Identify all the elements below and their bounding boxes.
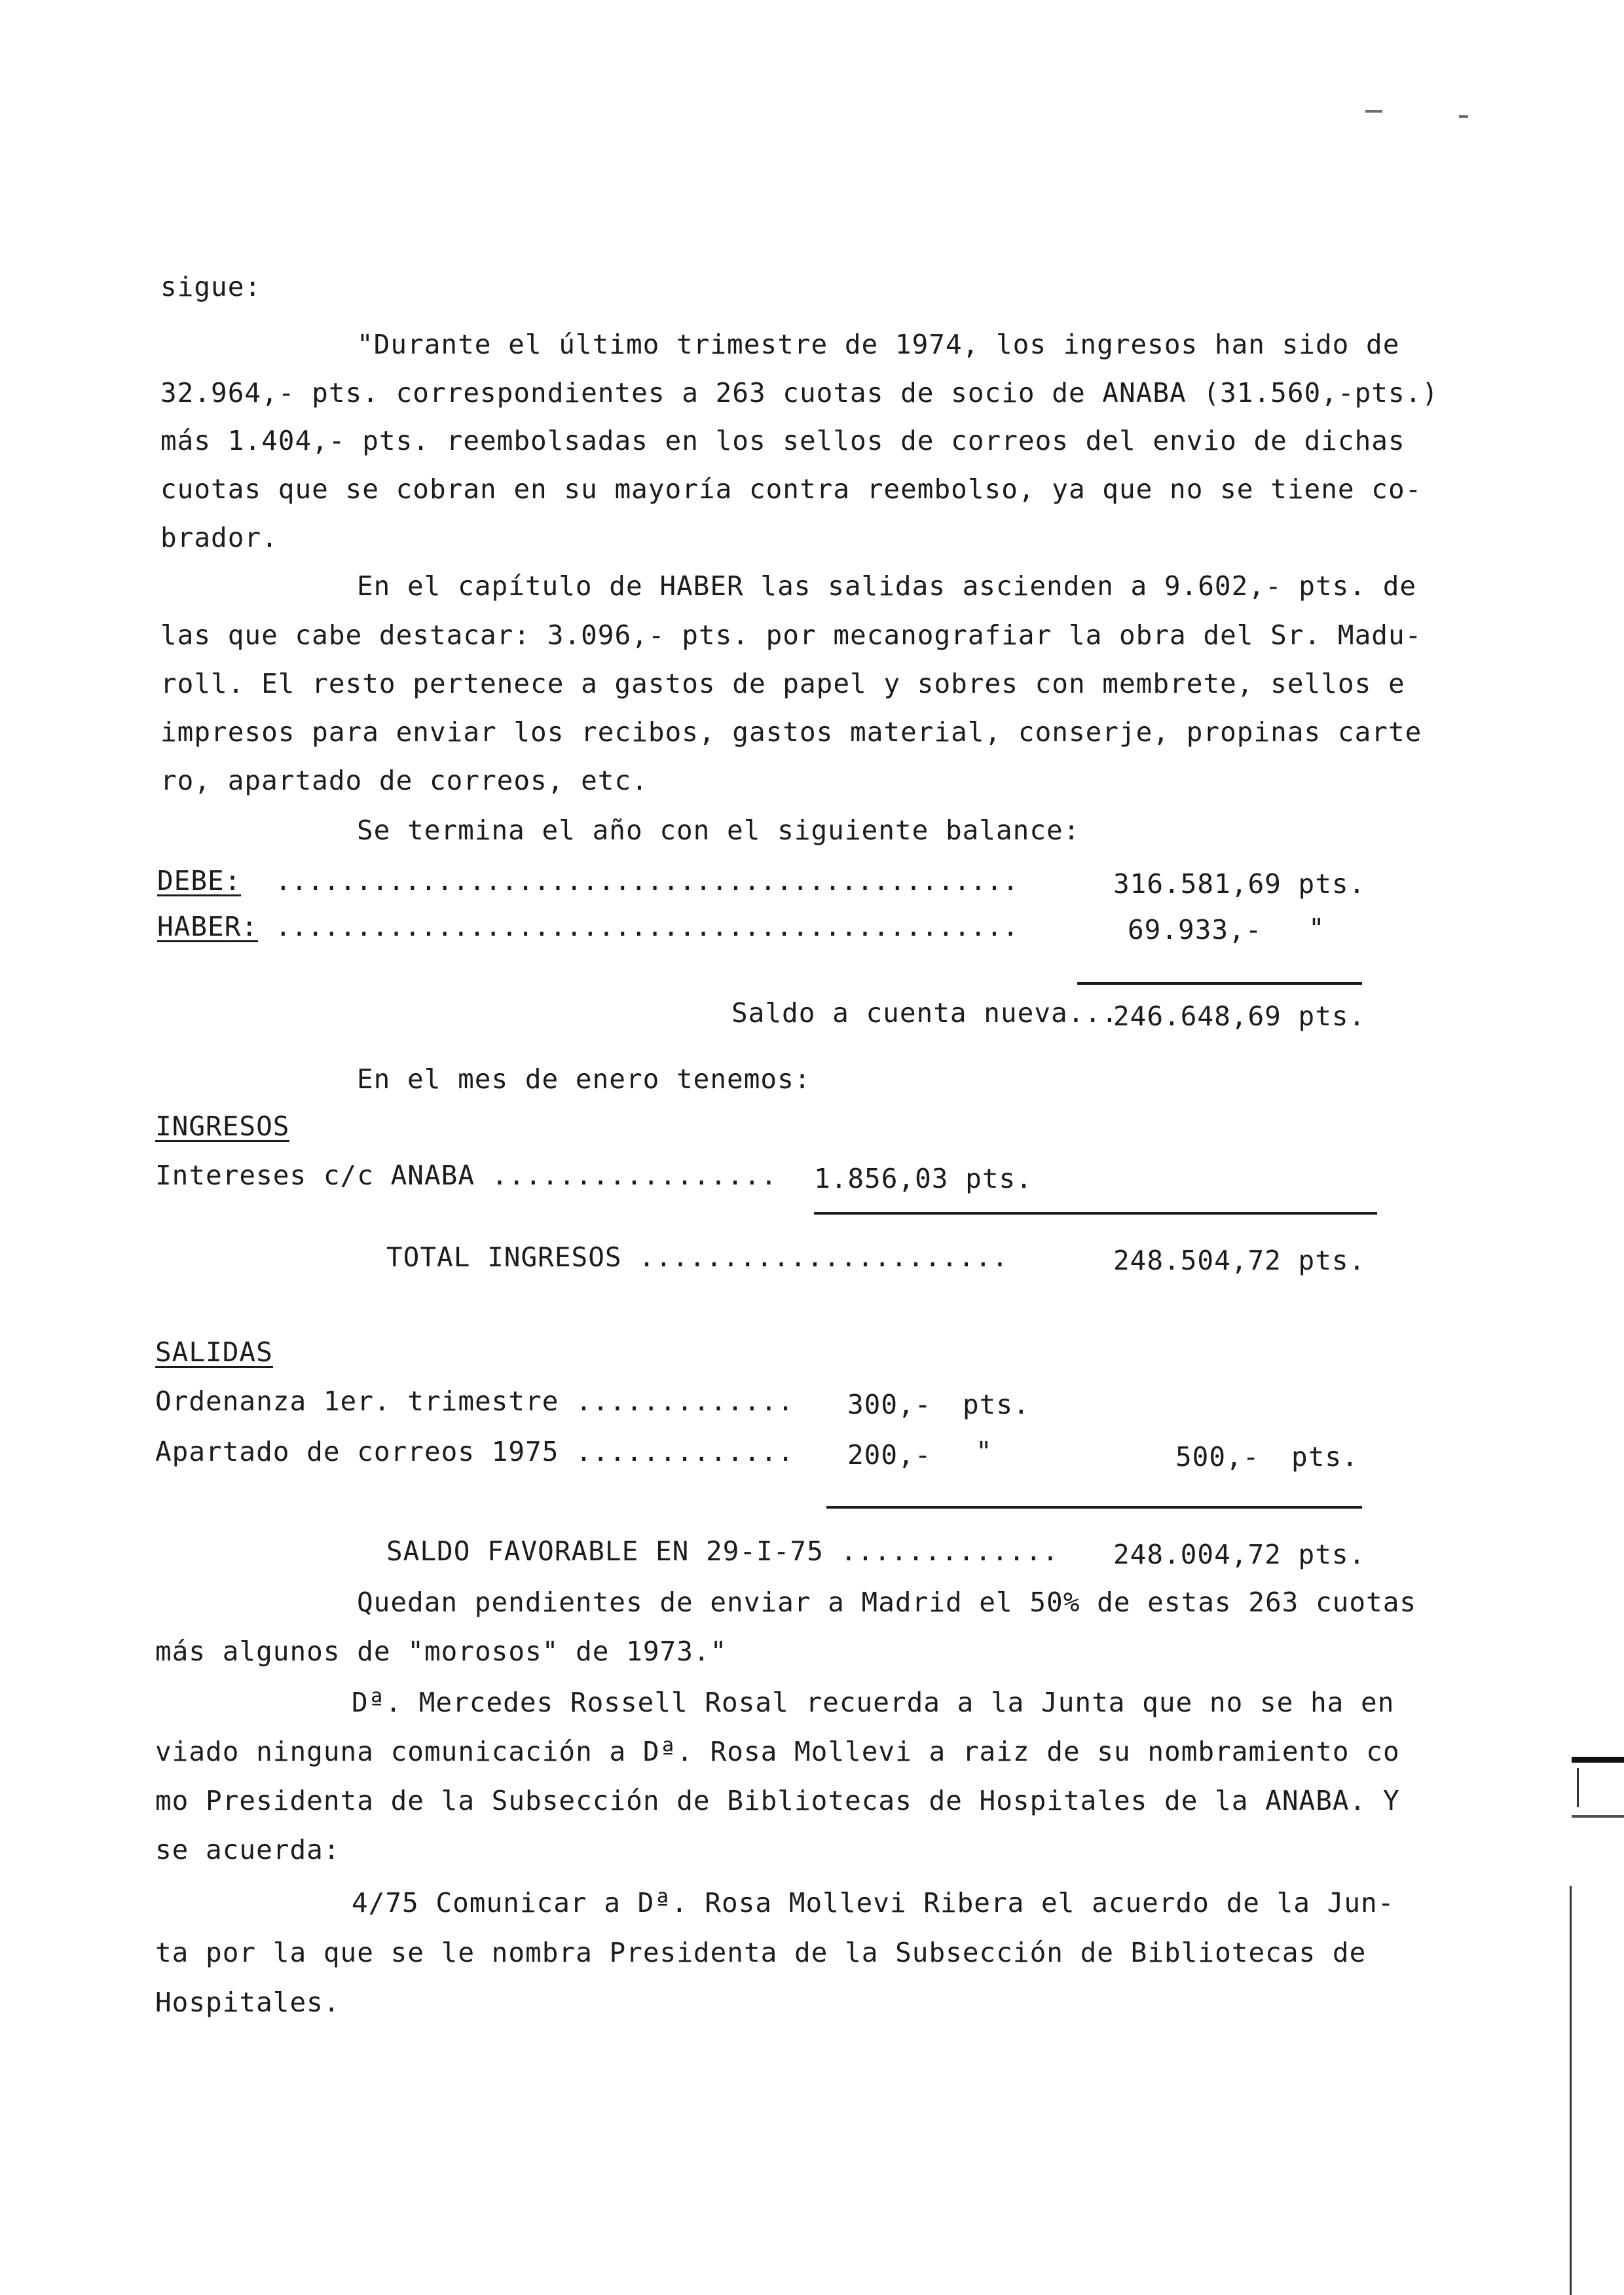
debe-amount: 316.581,69 pts.	[1113, 868, 1366, 900]
text-line: se acuerda:	[155, 1834, 341, 1865]
intereses-label: Intereses c/c ANABA .................	[155, 1160, 778, 1191]
text-line: viado ninguna comunicación a Dª. Rosa Mollevi a raiz de su nombramiento co	[155, 1736, 1400, 1767]
scan-edge-line	[1570, 1886, 1572, 2295]
text-line: Hospitales.	[155, 1987, 341, 2018]
scan-edge-mark	[1572, 1757, 1624, 1763]
text-line: mo Presidenta de la Subsección de Bibliotecas de Hospitales de la ANABA. Y	[155, 1785, 1400, 1816]
ditto-mark: "	[976, 1436, 993, 1467]
scan-speck	[1459, 115, 1468, 118]
intereses-amount: 1.856,03 pts.	[814, 1163, 1033, 1194]
scan-speck	[1365, 110, 1382, 113]
saldo-favorable-amount: 248.004,72 pts.	[1113, 1539, 1366, 1570]
haber-leader: ..............................................	[275, 911, 1019, 942]
text-line: más algunos de "morosos" de 1973."	[155, 1636, 728, 1667]
saldo-favorable-label: SALDO FAVORABLE EN 29-I-75 .............	[386, 1535, 1060, 1567]
total-ingresos-label: TOTAL INGRESOS ......................	[386, 1241, 1009, 1273]
text-line: las que cabe destacar: 3.096,- pts. por mecanografiar la obra del Sr. Madu-	[160, 619, 1422, 651]
apartado-amount: 200,-	[847, 1439, 932, 1471]
salidas-heading: SALIDAS	[155, 1336, 273, 1368]
debe-label: DEBE:	[157, 865, 242, 896]
text-line: ro, apartado de correos, etc.	[160, 765, 648, 796]
haber-label: HABER:	[157, 911, 259, 942]
saldo-amount: 246.648,69 pts.	[1113, 1001, 1366, 1032]
ordenanza-label: Ordenanza 1er. trimestre .............	[155, 1386, 794, 1417]
sum-rule	[826, 1506, 1362, 1509]
salidas-total-unit: pts.	[1291, 1441, 1359, 1473]
total-ingresos-amount: 248.504,72 pts.	[1113, 1245, 1366, 1276]
text-line: En el capítulo de HABER las salidas ascienden a 9.602,- pts. de	[357, 570, 1417, 602]
text-line: más 1.404,- pts. reembolsadas en los sellos de correos del envio de dichas	[160, 425, 1405, 456]
text-line: brador.	[160, 522, 278, 553]
text-line: Se termina el año con el siguiente balance:	[357, 815, 1080, 846]
text-line: cuotas que se cobran en su mayoría contra reembolso, ya que no se tiene co-	[160, 473, 1422, 505]
text-line: "Durante el último trimestre de 1974, los ingresos han sido de	[357, 329, 1400, 360]
text-line: sigue:	[160, 271, 262, 303]
haber-amount: 69.933,-	[1128, 914, 1263, 946]
scan-edge-line	[1577, 1768, 1579, 1807]
sum-rule	[1077, 982, 1362, 985]
ingresos-heading: INGRESOS	[155, 1111, 290, 1142]
sum-rule	[814, 1212, 1377, 1215]
ditto-mark: "	[1308, 913, 1325, 944]
text-line: 32.964,- pts. correspondientes a 263 cuotas de socio de ANABA (31.560,-pts.)	[160, 377, 1439, 409]
text-line: Quedan pendientes de enviar a Madrid el 50% de estas 263 cuotas	[357, 1587, 1417, 1618]
text-line: Dª. Mercedes Rossell Rosal recuerda a la Junta que no se ha en	[352, 1687, 1395, 1718]
salidas-total-amount: 500,-	[1175, 1441, 1260, 1473]
ordenanza-unit: pts.	[963, 1389, 1030, 1420]
text-line: roll. El resto pertenece a gastos de papel y sobres con membrete, sellos e	[160, 668, 1405, 699]
text-line: impresos para enviar los recibos, gastos material, conserje, propinas carte	[160, 716, 1422, 748]
scan-edge-mark	[1572, 1815, 1624, 1818]
text-line: 4/75 Comunicar a Dª. Rosa Mollevi Ribera el acuerdo de la Jun-	[352, 1887, 1395, 1919]
text-line: ta por la que se le nombra Presidenta de la Subsección de Bibliotecas de	[155, 1937, 1367, 1968]
ordenanza-amount: 300,-	[847, 1389, 932, 1420]
enero-intro: En el mes de enero tenemos:	[357, 1063, 811, 1095]
debe-leader: ..............................................	[275, 865, 1019, 896]
apartado-label: Apartado de correos 1975 .............	[155, 1436, 794, 1467]
saldo-label: Saldo a cuenta nueva...	[731, 997, 1118, 1029]
